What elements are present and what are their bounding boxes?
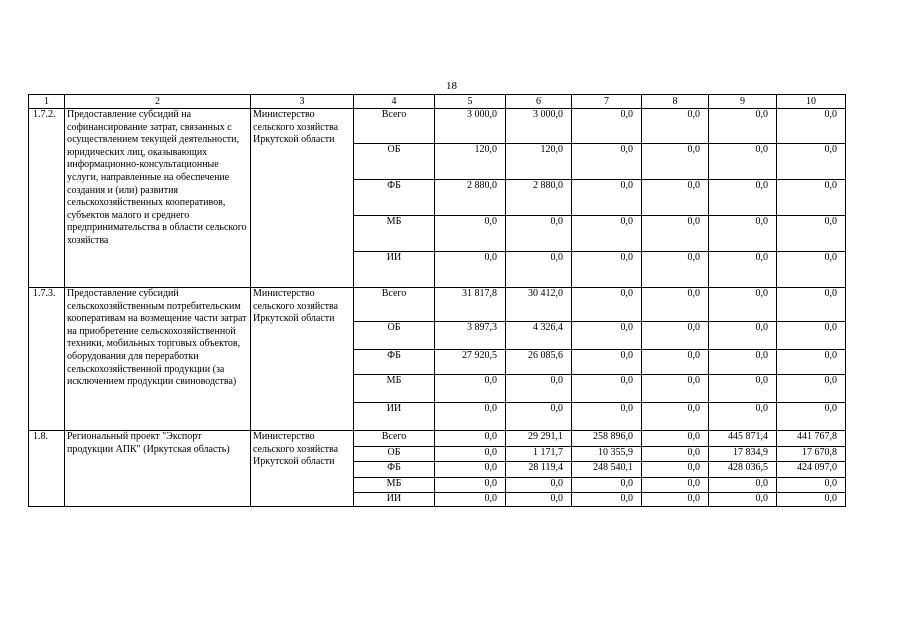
amount-cell: 0,0 bbox=[642, 375, 709, 403]
amount-cell: 258 896,0 bbox=[572, 431, 642, 447]
funding-source: ИИ bbox=[354, 493, 435, 507]
amount-cell: 0,0 bbox=[709, 350, 777, 375]
amount-cell: 0,0 bbox=[777, 252, 846, 288]
funding-source: Всего bbox=[354, 109, 435, 144]
amount-cell: 0,0 bbox=[435, 403, 506, 431]
header-cell: 2 bbox=[65, 95, 251, 109]
amount-cell: 0,0 bbox=[572, 109, 642, 144]
header-cell: 1 bbox=[29, 95, 65, 109]
amount-cell: 17 834,9 bbox=[709, 447, 777, 462]
amount-cell: 0,0 bbox=[777, 403, 846, 431]
amount-cell: 0,0 bbox=[572, 403, 642, 431]
budget-table bbox=[28, 94, 846, 507]
amount-cell: 0,0 bbox=[506, 403, 572, 431]
amount-cell: 0,0 bbox=[642, 431, 709, 447]
amount-cell: 0,0 bbox=[506, 493, 572, 507]
table-row bbox=[29, 288, 846, 322]
amount-cell: 0,0 bbox=[572, 350, 642, 375]
amount-cell: 0,0 bbox=[642, 109, 709, 144]
item-number: 1.7.2. bbox=[29, 109, 65, 288]
amount-cell: 0,0 bbox=[435, 252, 506, 288]
amount-cell: 0,0 bbox=[709, 252, 777, 288]
responsible-ministry: Министерство сельского хозяйства Иркутской области bbox=[251, 109, 354, 288]
amount-cell: 0,0 bbox=[709, 478, 777, 493]
amount-cell: 0,0 bbox=[642, 403, 709, 431]
amount-cell: 0,0 bbox=[642, 180, 709, 216]
page-number: 18 bbox=[446, 80, 457, 92]
amount-cell: 0,0 bbox=[709, 109, 777, 144]
amount-cell: 0,0 bbox=[572, 144, 642, 180]
amount-cell: 27 920,5 bbox=[435, 350, 506, 375]
funding-source: МБ bbox=[354, 216, 435, 252]
amount-cell: 0,0 bbox=[435, 431, 506, 447]
item-description: Предоставление субсидий сельскохозяйственным потребительским кооперативам на возмещение части затрат на приобретение сельскохозяйственной техники, мобильных торговых объектов, оборудования для переработки сельскохозяйственной продукции (за исключением продукции свиноводства) bbox=[65, 288, 251, 431]
funding-source: ФБ bbox=[354, 350, 435, 375]
amount-cell: 0,0 bbox=[777, 288, 846, 322]
amount-cell: 0,0 bbox=[642, 478, 709, 493]
amount-cell: 0,0 bbox=[572, 216, 642, 252]
amount-cell: 28 119,4 bbox=[506, 462, 572, 478]
amount-cell: 0,0 bbox=[709, 375, 777, 403]
amount-cell: 2 880,0 bbox=[435, 180, 506, 216]
amount-cell: 0,0 bbox=[435, 493, 506, 507]
amount-cell: 0,0 bbox=[572, 180, 642, 216]
amount-cell: 0,0 bbox=[435, 478, 506, 493]
funding-source: ОБ bbox=[354, 322, 435, 350]
item-description: Региональный проект "Экспорт продукции АПК" (Иркутская область) bbox=[65, 431, 251, 507]
amount-cell: 30 412,0 bbox=[506, 288, 572, 322]
funding-source: ИИ bbox=[354, 403, 435, 431]
amount-cell: 0,0 bbox=[777, 493, 846, 507]
amount-cell: 0,0 bbox=[506, 216, 572, 252]
amount-cell: 0,0 bbox=[777, 350, 846, 375]
header-cell: 7 bbox=[572, 95, 642, 109]
responsible-ministry: Министерство сельского хозяйства Иркутской области bbox=[251, 431, 354, 507]
header-cell: 5 bbox=[435, 95, 506, 109]
amount-cell: 0,0 bbox=[709, 288, 777, 322]
header-cell: 8 bbox=[642, 95, 709, 109]
item-number: 1.8. bbox=[29, 431, 65, 507]
amount-cell: 4 326,4 bbox=[506, 322, 572, 350]
amount-cell: 0,0 bbox=[777, 180, 846, 216]
amount-cell: 0,0 bbox=[572, 375, 642, 403]
funding-source: МБ bbox=[354, 478, 435, 493]
amount-cell: 0,0 bbox=[709, 144, 777, 180]
amount-cell: 29 291,1 bbox=[506, 431, 572, 447]
amount-cell: 0,0 bbox=[777, 216, 846, 252]
header-cell: 6 bbox=[506, 95, 572, 109]
amount-cell: 0,0 bbox=[572, 252, 642, 288]
funding-source: МБ bbox=[354, 375, 435, 403]
amount-cell: 0,0 bbox=[572, 288, 642, 322]
amount-cell: 0,0 bbox=[435, 462, 506, 478]
funding-source: ИИ bbox=[354, 252, 435, 288]
table-row bbox=[29, 109, 846, 144]
amount-cell: 0,0 bbox=[642, 252, 709, 288]
header-row bbox=[29, 95, 846, 109]
amount-cell: 2 880,0 bbox=[506, 180, 572, 216]
amount-cell: 120,0 bbox=[435, 144, 506, 180]
amount-cell: 0,0 bbox=[709, 493, 777, 507]
amount-cell: 0,0 bbox=[642, 322, 709, 350]
amount-cell: 0,0 bbox=[506, 478, 572, 493]
amount-cell: 0,0 bbox=[642, 144, 709, 180]
amount-cell: 3 000,0 bbox=[506, 109, 572, 144]
amount-cell: 0,0 bbox=[709, 403, 777, 431]
amount-cell: 3 000,0 bbox=[435, 109, 506, 144]
amount-cell: 0,0 bbox=[435, 375, 506, 403]
amount-cell: 0,0 bbox=[709, 216, 777, 252]
amount-cell: 3 897,3 bbox=[435, 322, 506, 350]
header-cell: 10 bbox=[777, 95, 846, 109]
amount-cell: 428 036,5 bbox=[709, 462, 777, 478]
amount-cell: 424 097,0 bbox=[777, 462, 846, 478]
amount-cell: 0,0 bbox=[506, 252, 572, 288]
funding-source: ФБ bbox=[354, 180, 435, 216]
funding-source: ФБ bbox=[354, 462, 435, 478]
amount-cell: 0,0 bbox=[777, 478, 846, 493]
funding-source: ОБ bbox=[354, 447, 435, 462]
amount-cell: 0,0 bbox=[572, 493, 642, 507]
amount-cell: 0,0 bbox=[642, 493, 709, 507]
amount-cell: 0,0 bbox=[709, 180, 777, 216]
amount-cell: 0,0 bbox=[642, 462, 709, 478]
amount-cell: 0,0 bbox=[435, 447, 506, 462]
amount-cell: 0,0 bbox=[777, 375, 846, 403]
amount-cell: 31 817,8 bbox=[435, 288, 506, 322]
amount-cell: 0,0 bbox=[506, 375, 572, 403]
amount-cell: 0,0 bbox=[572, 478, 642, 493]
item-number: 1.7.3. bbox=[29, 288, 65, 431]
header-cell: 4 bbox=[354, 95, 435, 109]
amount-cell: 0,0 bbox=[435, 216, 506, 252]
table-body bbox=[29, 95, 846, 507]
funding-source: ОБ bbox=[354, 144, 435, 180]
amount-cell: 10 355,9 bbox=[572, 447, 642, 462]
amount-cell: 441 767,8 bbox=[777, 431, 846, 447]
amount-cell: 26 085,6 bbox=[506, 350, 572, 375]
header-cell: 3 bbox=[251, 95, 354, 109]
amount-cell: 0,0 bbox=[709, 322, 777, 350]
amount-cell: 0,0 bbox=[642, 216, 709, 252]
amount-cell: 17 670,8 bbox=[777, 447, 846, 462]
funding-source: Всего bbox=[354, 431, 435, 447]
amount-cell: 248 540,1 bbox=[572, 462, 642, 478]
amount-cell: 0,0 bbox=[642, 447, 709, 462]
table-row bbox=[29, 431, 846, 447]
amount-cell: 120,0 bbox=[506, 144, 572, 180]
amount-cell: 0,0 bbox=[642, 288, 709, 322]
amount-cell: 0,0 bbox=[777, 144, 846, 180]
amount-cell: 445 871,4 bbox=[709, 431, 777, 447]
funding-source: Всего bbox=[354, 288, 435, 322]
amount-cell: 0,0 bbox=[777, 109, 846, 144]
header-cell: 9 bbox=[709, 95, 777, 109]
amount-cell: 0,0 bbox=[777, 322, 846, 350]
amount-cell: 0,0 bbox=[572, 322, 642, 350]
responsible-ministry: Министерство сельского хозяйства Иркутской области bbox=[251, 288, 354, 431]
item-description: Предоставление субсидий на софинансирование затрат, связанных с осуществлением текущей деятельности, юридических лиц, оказывающих информационно-консультационные услуги, направленные на обеспечение создания и (или) развития сельскохозяйственных кооперативов, субъектов малого и среднего предпринимательства в области сельского хозяйства bbox=[65, 109, 251, 288]
amount-cell: 0,0 bbox=[642, 350, 709, 375]
amount-cell: 1 171,7 bbox=[506, 447, 572, 462]
